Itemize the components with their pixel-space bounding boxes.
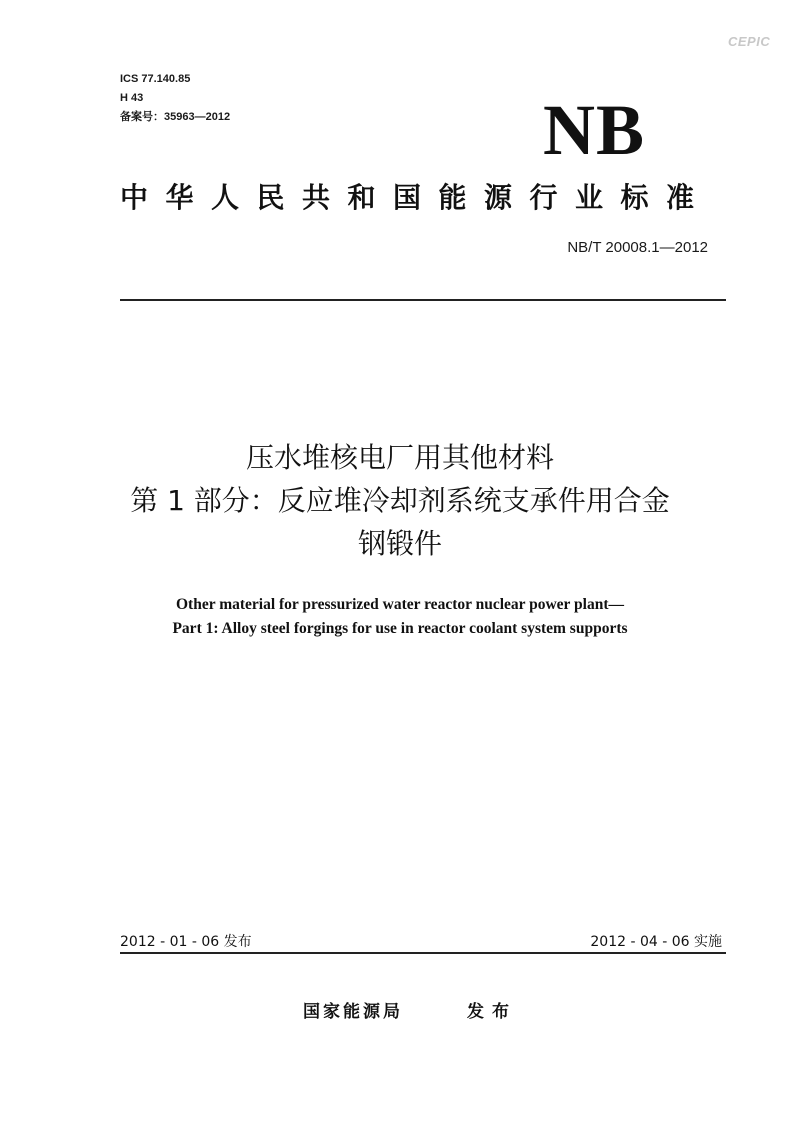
bottom-divider xyxy=(120,952,726,954)
publisher-name: 国家能源局 xyxy=(303,1002,403,1022)
chinese-title xyxy=(0,436,800,565)
publish-action: 发布 xyxy=(467,1002,517,1022)
standard-number: NB/T 20008.1—2012 xyxy=(567,239,708,256)
chinese-title-line: 钢锻件 xyxy=(357,527,442,560)
nb-logo: NB xyxy=(543,90,646,170)
registration-number: 备案号：35963—2012 xyxy=(120,111,231,123)
issue-date: 2012 - 01 - 06 发布 xyxy=(120,934,252,950)
english-title-line: Part 1: Alloy steel forgings for use in reactor coolant system supports xyxy=(172,620,628,637)
top-divider xyxy=(120,299,726,301)
watermark-logo: CEPIC xyxy=(728,34,771,49)
implementation-date: 2012 - 04 - 06 实施 xyxy=(590,934,722,950)
classification-code: H 43 xyxy=(120,92,144,104)
chinese-title-line: 第 1 部分：反应堆冷却剂系统支承件用合金 xyxy=(130,484,670,517)
standard-category: 中华人民共和国能源行业标准 xyxy=(120,181,712,214)
english-title xyxy=(0,593,800,641)
english-title-line: Other material for pressurized water reactor nuclear power plant— xyxy=(176,596,624,613)
ics-code: ICS 77.140.85 xyxy=(120,73,191,85)
chinese-title-line: 压水堆核电厂用其他材料 xyxy=(245,441,554,474)
